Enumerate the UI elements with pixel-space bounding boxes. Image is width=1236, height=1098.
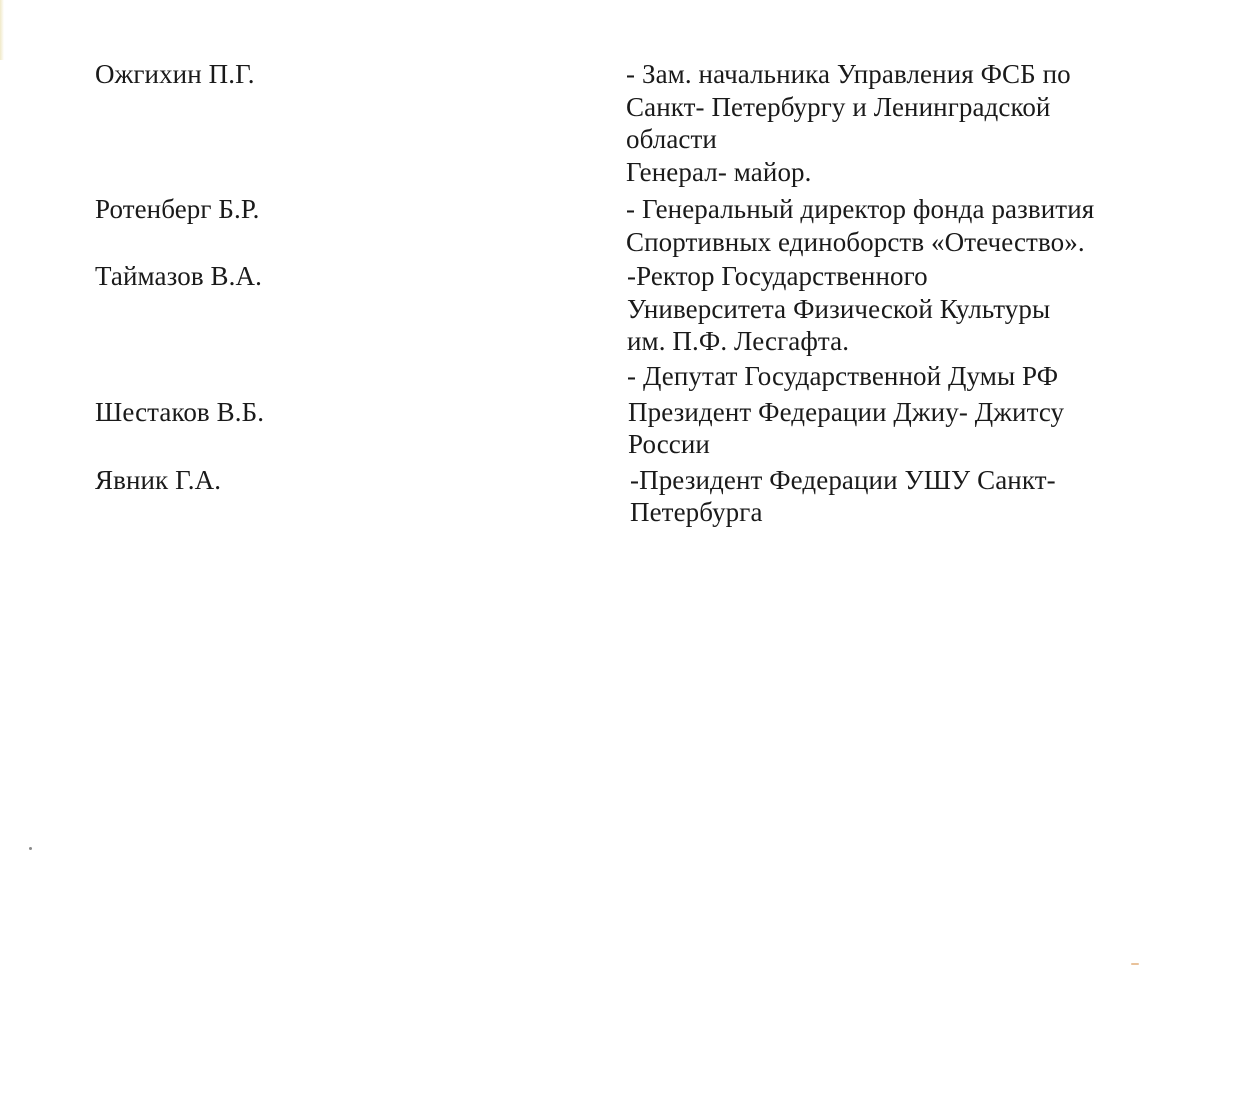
description-line: России: [628, 429, 710, 459]
description-line: Генерал- майор.: [626, 157, 812, 187]
description-line: Университета Физической Культуры: [627, 294, 1051, 324]
person-name: Ротенберг Б.Р.: [95, 194, 260, 224]
description-line: - Зам. начальника Управления ФСБ по: [626, 59, 1071, 89]
description-line: -Президент Федерации УШУ Санкт-: [630, 465, 1056, 495]
description-line: - Депутат Государственной Думы РФ: [627, 361, 1059, 391]
description-line: Санкт- Петербургу и Ленинградской: [626, 92, 1051, 122]
scan-speck: [1131, 963, 1139, 965]
description-line: -Ректор Государственного: [627, 261, 928, 291]
description-line: - Генеральный директор фонда развития: [626, 194, 1095, 224]
scan-speck: [29, 847, 32, 850]
description-line: им. П.Ф. Лесгафта.: [627, 326, 850, 356]
person-name: Таймазов В.А.: [95, 261, 262, 291]
description-line: области: [626, 124, 717, 154]
description-line: Спортивных единоборств «Отечество».: [626, 227, 1085, 257]
person-name: Явник Г.А.: [95, 465, 222, 495]
person-name: Шестаков В.Б.: [95, 397, 265, 427]
description-line: Петербурга: [630, 497, 763, 527]
description-line: Президент Федерации Джиу- Джитсу: [628, 397, 1065, 427]
scan-edge-mark: [0, 0, 4, 60]
person-name: Ожгихин П.Г.: [95, 59, 255, 89]
